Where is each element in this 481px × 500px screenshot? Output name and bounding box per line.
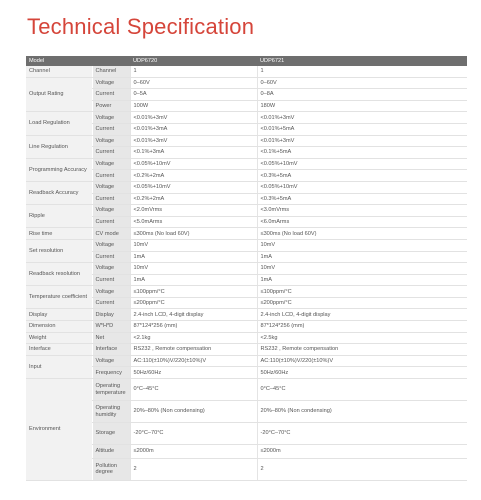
udp6720-value: <2.0mVrms xyxy=(130,205,257,217)
page-title: Technical Specification xyxy=(27,14,255,39)
udp6721-value: <0.3%+5mA xyxy=(257,170,467,182)
udp6721-value: <0.3%+5mA xyxy=(257,193,467,205)
udp6720-value: 87*124*256 (mm) xyxy=(130,321,257,333)
table-row xyxy=(26,355,467,367)
udp6721-value: 2.4-inch LCD, 4-digit display xyxy=(257,309,467,321)
spec-group-label: Dimension xyxy=(26,321,92,333)
spec-group-label: Environment xyxy=(26,379,92,481)
table-row xyxy=(26,286,467,298)
table-row xyxy=(26,401,467,423)
table-row xyxy=(26,458,467,480)
udp6720-value: AC:110(±10%)V/220(±10%)V xyxy=(130,355,257,367)
spec-sub-label: Current xyxy=(92,297,130,309)
table-row xyxy=(26,379,467,401)
udp6720-value: 50Hz/60Hz xyxy=(130,367,257,379)
table-row xyxy=(26,445,467,459)
spec-sub-label: Voltage xyxy=(92,135,130,147)
spec-sub-label: Altitude xyxy=(92,445,130,459)
spec-group-label: Line Regulation xyxy=(26,135,92,158)
spec-sub-label: Pollution degree xyxy=(92,458,130,480)
udp6720-value: <2.1kg xyxy=(130,332,257,344)
udp6721-value: <0.01%+3mV xyxy=(257,112,467,124)
udp6721-value: ≤2000m xyxy=(257,445,467,459)
table-row xyxy=(26,123,467,135)
udp6721-value: 50Hz/60Hz xyxy=(257,367,467,379)
table-row xyxy=(26,66,467,77)
spec-group-label: Weight xyxy=(26,332,92,344)
spec-sub-label: Current xyxy=(92,216,130,228)
udp6720-value: 20%–80% (Non condensing) xyxy=(130,401,257,423)
udp6721-value: 0°C–45°C xyxy=(257,379,467,401)
spec-sub-label: Interface xyxy=(92,344,130,356)
udp6721-value: <2.5kg xyxy=(257,332,467,344)
udp6720-value: ≤200ppm/°C xyxy=(130,297,257,309)
udp6721-value: -20°C–70°C xyxy=(257,423,467,445)
spec-group-label: Readback resolution xyxy=(26,263,92,286)
table-row xyxy=(26,228,467,240)
spec-sub-label: Current xyxy=(92,147,130,159)
spec-sub-label: Voltage xyxy=(92,286,130,298)
table-row xyxy=(26,216,467,228)
table-row xyxy=(26,274,467,286)
udp6720-value: 2.4-inch LCD, 4-digit display xyxy=(130,309,257,321)
header-model: Model xyxy=(26,56,130,66)
spec-sub-label: Current xyxy=(92,251,130,263)
spec-table xyxy=(26,56,467,481)
udp6720-value: <0.01%+3mV xyxy=(130,112,257,124)
table-row xyxy=(26,367,467,379)
udp6721-value: <3.0mVrms xyxy=(257,205,467,217)
spec-group-label: Channel xyxy=(26,66,92,77)
table-row xyxy=(26,193,467,205)
udp6721-value: <0.1%+5mA xyxy=(257,147,467,159)
udp6720-value: ≤100ppm/°C xyxy=(130,286,257,298)
spec-sub-label: Voltage xyxy=(92,77,130,89)
table-row xyxy=(26,77,467,89)
table-row xyxy=(26,147,467,159)
udp6721-value: ≤300ms (No load 60V) xyxy=(257,228,467,240)
spec-group-label: Temperature coefficient xyxy=(26,286,92,309)
udp6721-value: 10mV xyxy=(257,263,467,275)
spec-group-label: Interface xyxy=(26,344,92,356)
spec-sub-label: Voltage xyxy=(92,205,130,217)
udp6721-value: 87*124*256 (mm) xyxy=(257,321,467,333)
udp6720-value: <0.05%+10mV xyxy=(130,158,257,170)
spec-sub-label: Operating humidity xyxy=(92,401,130,423)
udp6720-value: ≤300ms (No load 60V) xyxy=(130,228,257,240)
table-row xyxy=(26,100,467,112)
spec-sub-label: Display xyxy=(92,309,130,321)
table-row xyxy=(26,181,467,193)
udp6721-value: 20%–80% (Non condensing) xyxy=(257,401,467,423)
spec-sub-label: Voltage xyxy=(92,355,130,367)
spec-group-label: Load Regulation xyxy=(26,112,92,135)
spec-sub-label: Operating temperature xyxy=(92,379,130,401)
udp6721-value: <0.05%+10mV xyxy=(257,158,467,170)
udp6721-value: AC:110(±10%)V/220(±10%)V xyxy=(257,355,467,367)
udp6720-value: 0–60V xyxy=(130,77,257,89)
udp6721-value: <0.01%+5mA xyxy=(257,123,467,135)
table-row xyxy=(26,332,467,344)
udp6720-value: RS232 , Remote compensation xyxy=(130,344,257,356)
table-row xyxy=(26,89,467,101)
udp6720-value: <0.01%+3mV xyxy=(130,135,257,147)
spec-sub-label: Current xyxy=(92,193,130,205)
spec-sub-label: Current xyxy=(92,89,130,101)
udp6720-value: -20°C–70°C xyxy=(130,423,257,445)
table-row xyxy=(26,344,467,356)
udp6721-value: 180W xyxy=(257,100,467,112)
spec-sub-label: Voltage xyxy=(92,239,130,251)
udp6720-value: 0°C–45°C xyxy=(130,379,257,401)
udp6721-value: 1 xyxy=(257,66,467,77)
header-udp6721: UDP6721 xyxy=(257,56,467,66)
udp6720-value: 1mA xyxy=(130,274,257,286)
table-row xyxy=(26,158,467,170)
udp6721-value: 10mV xyxy=(257,239,467,251)
udp6720-value: 1mA xyxy=(130,251,257,263)
spec-sub-label: CV mode xyxy=(92,228,130,240)
udp6720-value: <0.05%+10mV xyxy=(130,181,257,193)
udp6721-value: 0–60V xyxy=(257,77,467,89)
table-header-row xyxy=(26,56,467,66)
udp6720-value: 10mV xyxy=(130,239,257,251)
spec-group-label: Display xyxy=(26,309,92,321)
udp6720-value: <0.01%+3mA xyxy=(130,123,257,135)
table-row xyxy=(26,135,467,147)
table-row xyxy=(26,239,467,251)
udp6721-value: 1mA xyxy=(257,274,467,286)
table-row xyxy=(26,112,467,124)
spec-sub-label: Power xyxy=(92,100,130,112)
spec-group-label: Programming Accuracy xyxy=(26,158,92,181)
table-row xyxy=(26,251,467,263)
table-row xyxy=(26,321,467,333)
spec-sub-label: Current xyxy=(92,123,130,135)
spec-sub-label: Channel xyxy=(92,66,130,77)
udp6721-value: <0.05%+10mV xyxy=(257,181,467,193)
udp6720-value: 1 xyxy=(130,66,257,77)
udp6721-value: 1mA xyxy=(257,251,467,263)
udp6721-value: RS232 , Remote compensation xyxy=(257,344,467,356)
udp6720-value: <5.0mArms xyxy=(130,216,257,228)
udp6721-value: ≤200ppm/°C xyxy=(257,297,467,309)
spec-sub-label: W*H*D xyxy=(92,321,130,333)
spec-group-label: Readback Accuracy xyxy=(26,181,92,204)
udp6720-value: <0.2%+2mA xyxy=(130,170,257,182)
udp6720-value: 0–5A xyxy=(130,89,257,101)
spec-sub-label: Current xyxy=(92,274,130,286)
spec-group-label: Ripple xyxy=(26,205,92,228)
udp6720-value: ≤2000m xyxy=(130,445,257,459)
spec-group-label: Set resolution xyxy=(26,239,92,262)
udp6720-value: 100W xyxy=(130,100,257,112)
header-udp6720: UDP6720 xyxy=(130,56,257,66)
spec-sub-label: Voltage xyxy=(92,158,130,170)
table-row xyxy=(26,263,467,275)
table-row xyxy=(26,170,467,182)
udp6721-value: ≤100ppm/°C xyxy=(257,286,467,298)
spec-sub-label: Current xyxy=(92,170,130,182)
spec-group-label: Rise time xyxy=(26,228,92,240)
udp6721-value: <0.01%+3mV xyxy=(257,135,467,147)
spec-sub-label: Frequency xyxy=(92,367,130,379)
udp6720-value: <0.1%+3mA xyxy=(130,147,257,159)
udp6721-value: <6.0mArms xyxy=(257,216,467,228)
table-row xyxy=(26,205,467,217)
spec-sub-label: Voltage xyxy=(92,181,130,193)
spec-group-label: Input xyxy=(26,355,92,378)
spec-sub-label: Voltage xyxy=(92,263,130,275)
spec-group-label: Output Rating xyxy=(26,77,92,112)
table-row xyxy=(26,309,467,321)
udp6720-value: 10mV xyxy=(130,263,257,275)
spec-sub-label: Net xyxy=(92,332,130,344)
table-row xyxy=(26,423,467,445)
udp6721-value: 2 xyxy=(257,458,467,480)
udp6720-value: 2 xyxy=(130,458,257,480)
table-row xyxy=(26,297,467,309)
spec-sub-label: Voltage xyxy=(92,112,130,124)
udp6721-value: 0–8A xyxy=(257,89,467,101)
udp6720-value: <0.2%+2mA xyxy=(130,193,257,205)
spec-sub-label: Storage xyxy=(92,423,130,445)
